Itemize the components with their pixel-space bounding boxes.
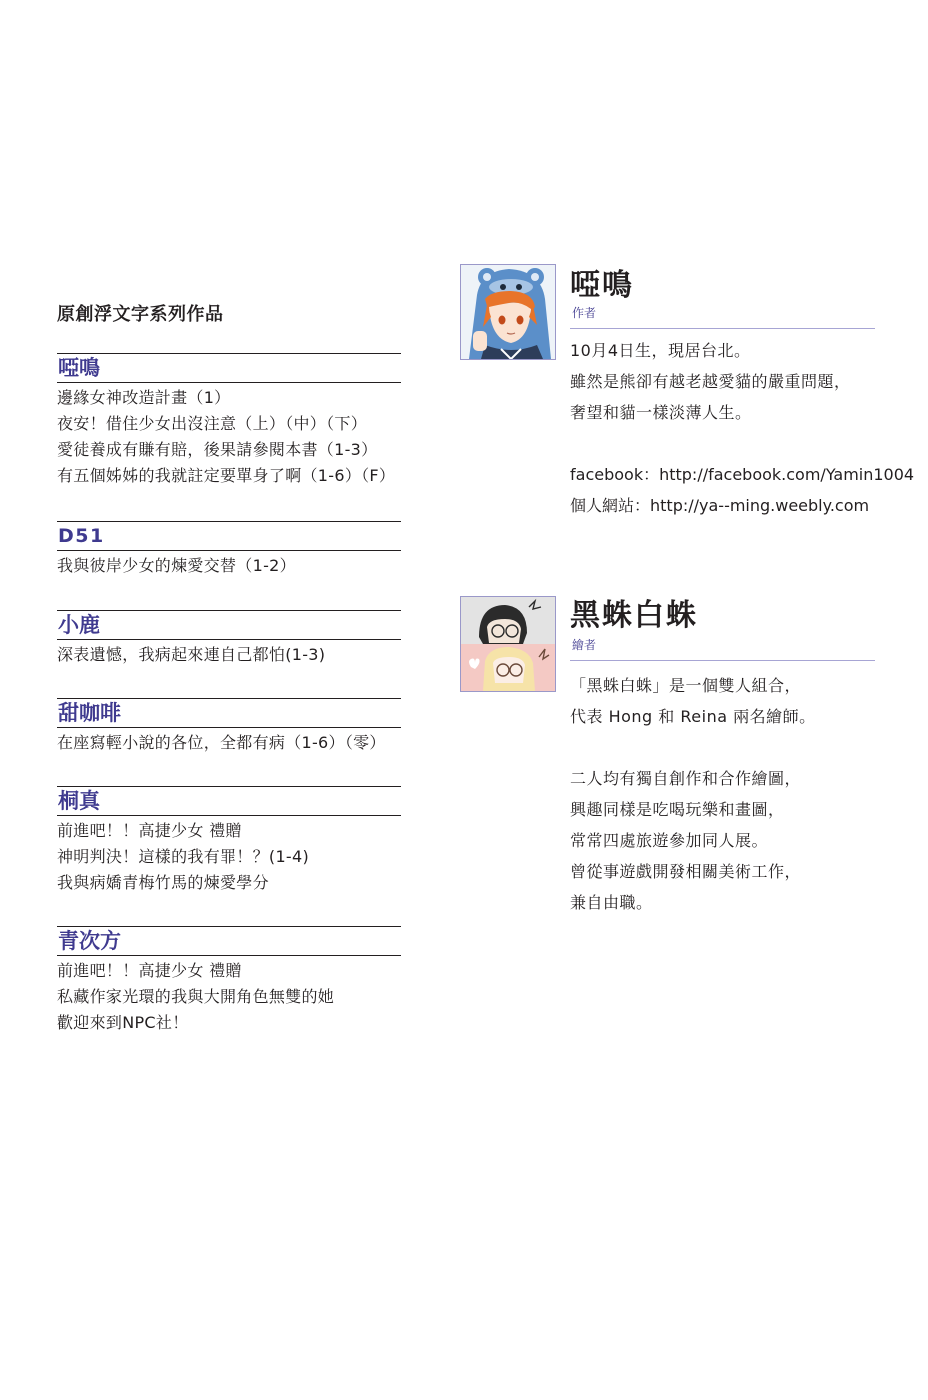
work-title: 我與彼岸少女的煉愛交替（1-2）: [57, 556, 296, 575]
author-name: 啞鳴: [57, 353, 401, 383]
author-group: [57, 353, 401, 489]
work-title: 深表遺憾，我病起來連自己都怕(1-3): [57, 645, 326, 664]
author-group: [57, 786, 401, 896]
work-title: 私藏作家光環的我與大開角色無雙的她: [57, 987, 335, 1006]
author-group: [57, 521, 401, 579]
illustrator-bio-line: 二人均有獨自創作和合作繪圖，: [570, 769, 802, 788]
author-avatar: [460, 264, 556, 360]
work-title: 邊緣女神改造計畫（1）: [57, 388, 231, 407]
work-title: 歡迎來到NPC社！: [57, 1013, 189, 1032]
author-group: [57, 698, 401, 756]
illustrator-avatar-illustration: [461, 597, 555, 691]
author-group: [57, 610, 401, 668]
author-avatar-illustration: [461, 265, 555, 359]
work-title: 前進吧！！高捷少女 禮贈: [57, 821, 242, 840]
author-bio-line: 雖然是熊卻有越老越愛貓的嚴重問題，: [570, 372, 851, 391]
illustrator-bio-line: 興趣同樣是吃喝玩樂和畫圖，: [570, 800, 785, 819]
work-title: 我與病嬌青梅竹馬的煉愛學分: [57, 873, 269, 892]
work-title: 有五個姊姊的我就註定要單身了啊（1-6）（F）: [57, 466, 396, 485]
divider: [570, 328, 875, 329]
work-title: 在座寫輕小說的各位，全都有病（1-6）（零）: [57, 733, 386, 752]
author-bio-line: 奢望和貓一樣淡薄人生。: [570, 403, 752, 422]
illustrator-role: 繪者: [572, 638, 597, 652]
illustrator-bio-line: 常常四處旅遊參加同人展。: [570, 831, 769, 850]
author-name: 青次方: [57, 926, 401, 956]
illustrator-name: 黑蛛白蛛: [570, 598, 698, 633]
author-bio-line: 10月4日生，現居台北。: [570, 341, 751, 360]
work-title: 前進吧！！高捷少女 禮贈: [57, 961, 242, 980]
author-name: 啞鳴: [570, 268, 634, 303]
work-title: 愛徒養成有賺有賠，後果請參閱本書（1-3）: [57, 440, 378, 459]
author-name: 小鹿: [57, 610, 401, 640]
author-group: [57, 926, 401, 1036]
divider: [570, 660, 875, 661]
series-heading: 原創浮文字系列作品: [57, 304, 224, 325]
illustrator-bio-line: 代表 Hong 和 Reina 兩名繪師。: [570, 707, 816, 726]
website-link[interactable]: 個人網站：http://ya--ming.weebly.com: [570, 496, 870, 515]
work-title: 夜安！借住少女出沒注意（上）（中）（下）: [57, 414, 368, 433]
illustrator-avatar: [460, 596, 556, 692]
author-profile: [460, 264, 915, 564]
author-name: D51: [57, 521, 401, 551]
author-role: 作者: [572, 306, 597, 320]
work-title: 神明判決！這樣的我有罪！？(1-4): [57, 847, 310, 866]
illustrator-bio-line: 兼自由職。: [570, 893, 653, 912]
illustrator-bio-line: 「黑蛛白蛛」是一個雙人組合，: [570, 676, 802, 695]
author-name: 甜咖啡: [57, 698, 401, 728]
author-name: 桐真: [57, 786, 401, 816]
illustrator-profile: [460, 596, 880, 926]
facebook-link[interactable]: facebook：http://facebook.com/Yamin1004: [570, 465, 915, 484]
illustrator-bio-line: 曾從事遊戲開發相關美術工作，: [570, 862, 802, 881]
